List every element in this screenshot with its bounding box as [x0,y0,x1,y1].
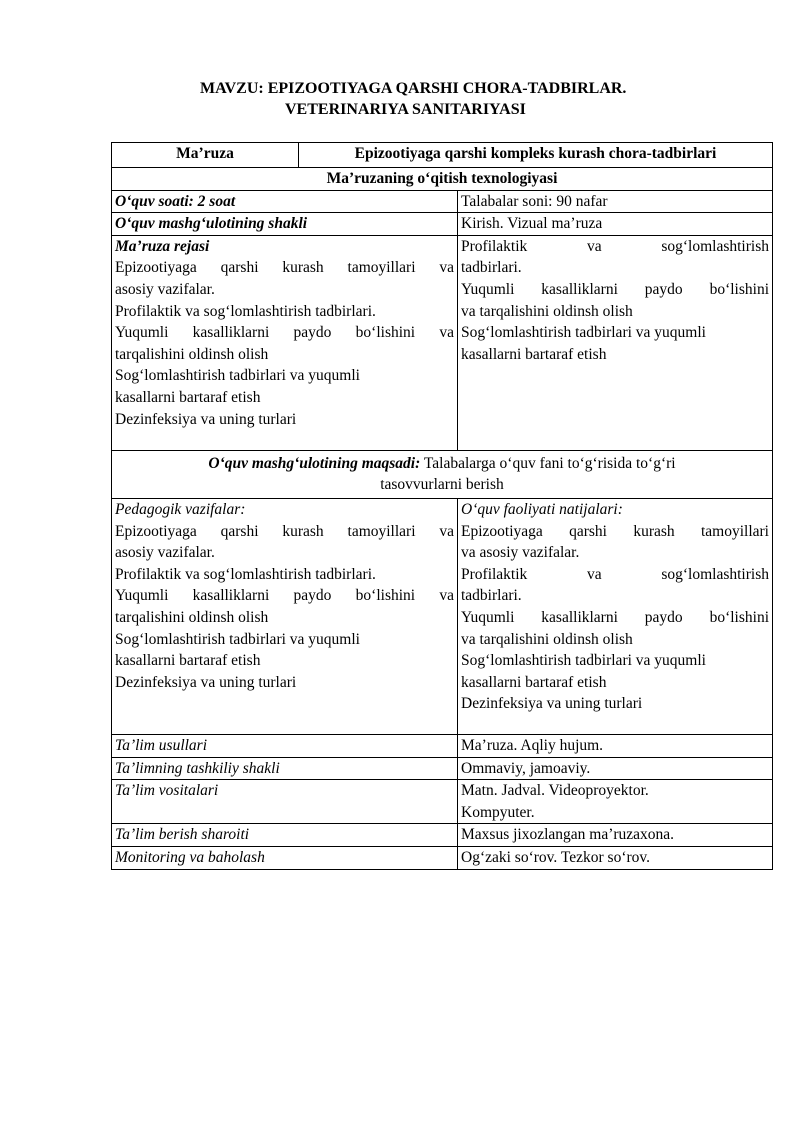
form-value: Kirish. Vizual ma’ruza [458,213,773,236]
plan-item: Dezinfeksiya va uning turlari [115,410,297,428]
info-value: Maxsus jixozlangan ma’ruzaxona. [458,824,773,847]
plan-topic: tadbirlari. [461,259,522,277]
task-item: asosiy vazifalar. [115,544,215,562]
plan-item: asosiy vazifalar. [115,280,215,298]
plan-topic: Sog‘lomlashtirish tadbirlari va yuqumli [461,324,706,342]
plan-left-cell [112,235,458,450]
info-label: Ta’limning tashkiliy shakli [112,757,458,780]
learning-results-heading: O‘quv faoliyati natijalari: [461,500,623,518]
lecture-table [111,142,773,870]
goal-label: O‘quv mashg‘ulotining maqsadi: [208,454,421,472]
task-item: Sog‘lomlashtirish tadbirlari va yuqumli [115,630,360,648]
info-label: Ta’lim vositalari [112,780,458,824]
plan-item: kasallarni bartaraf etish [115,388,261,406]
goal-row [112,450,773,498]
info-value: Ma’ruza. Aqliy hujum. [458,734,773,757]
task-item: Yuqumli kasalliklarni paydo bo‘lishini va [115,587,454,605]
plan-item: Profilaktik va sog‘lomlashtirish tadbirlari. [115,302,376,320]
plan-topic: Profilaktik va sog‘lomlashtirish [461,237,769,255]
info-value: Ommaviy, jamoaviy. [458,757,773,780]
section-title: Ma’ruzaning o‘qitish texnologiyasi [112,168,773,191]
hours-label: O‘quv soati: 2 soat [112,190,458,213]
form-label: O‘quv mashg‘ulotining shakli [112,213,458,236]
result-item: Yuqumli kasalliklarni paydo bo‘lishini [461,608,769,626]
students-count: Talabalar soni: 90 nafar [458,190,773,213]
result-item: Epizootiyaga qarshi kurash tamoyillari [461,522,769,540]
header-row [112,143,773,168]
info-row [112,734,773,757]
hours-row [112,190,773,213]
plan-item: Epizootiyaga qarshi kurash tamoyillari va [115,259,454,277]
plan-item: Yuqumli kasalliklarni paydo bo‘lishini va [115,324,454,342]
title-line-1: MAVZU: EPIZOOTIYAGA QARSHI CHORA-TADBIRLAR. [200,80,627,97]
result-item: va tarqalishini oldinsh olish [461,630,633,648]
plan-heading: Ma’ruza rejasi [115,237,210,255]
header-right-cell: Epizootiyaga qarshi kompleks kurash chora-tadbirlari [299,143,773,168]
info-label: Ta’lim berish sharoiti [112,824,458,847]
info-row [112,824,773,847]
result-item: tadbirlari. [461,587,522,605]
tasks-row [112,498,773,734]
form-row [112,213,773,236]
plan-item: tarqalishini oldinsh olish [115,345,269,363]
info-value: Matn. Jadval. Videoproyektor. Kompyuter. [458,780,773,824]
pedagogical-tasks-cell [112,498,458,734]
plan-topic: Yuqumli kasalliklarni paydo bo‘lishini [461,280,769,298]
document-title [0,78,800,120]
pedagogical-tasks-heading: Pedagogik vazifalar: [115,500,246,518]
info-label: Ta’lim usullari [112,734,458,757]
plan-row [112,235,773,450]
result-item: va asosiy vazifalar. [461,544,580,562]
task-item: kasallarni bartaraf etish [115,652,261,670]
goal-text-2: tasovvurlarni berish [380,476,504,494]
result-item: Profilaktik va sog‘lomlashtirish [461,565,769,583]
header-left-cell: Ma’ruza [112,143,299,168]
info-row [112,846,773,869]
task-item: Dezinfeksiya va uning turlari [115,673,297,691]
info-value: Og‘zaki so‘rov. Tezkor so‘rov. [458,846,773,869]
plan-topic: va tarqalishini oldinsh olish [461,302,633,320]
goal-cell [112,450,773,498]
result-item: kasallarni bartaraf etish [461,673,607,691]
result-item: Dezinfeksiya va uning turlari [461,695,643,713]
learning-results-cell [458,498,773,734]
section-title-row [112,168,773,191]
task-item: Epizootiyaga qarshi kurash tamoyillari va [115,522,454,540]
info-row [112,780,773,824]
task-item: tarqalishini oldinsh olish [115,608,269,626]
plan-topic: kasallarni bartaraf etish [461,345,607,363]
info-label: Monitoring va baholash [112,846,458,869]
goal-text: Talabalarga o‘quv fani to‘g‘risida to‘g‘ri [420,454,676,472]
plan-item: Sog‘lomlashtirish tadbirlari va yuqumli [115,367,360,385]
title-line-2: VETERINARIYA SANITARIYASI [285,101,526,118]
task-item: Profilaktik va sog‘lomlashtirish tadbirlari. [115,565,376,583]
result-item: Sog‘lomlashtirish tadbirlari va yuqumli [461,652,706,670]
info-row [112,757,773,780]
plan-right-cell [458,235,773,450]
